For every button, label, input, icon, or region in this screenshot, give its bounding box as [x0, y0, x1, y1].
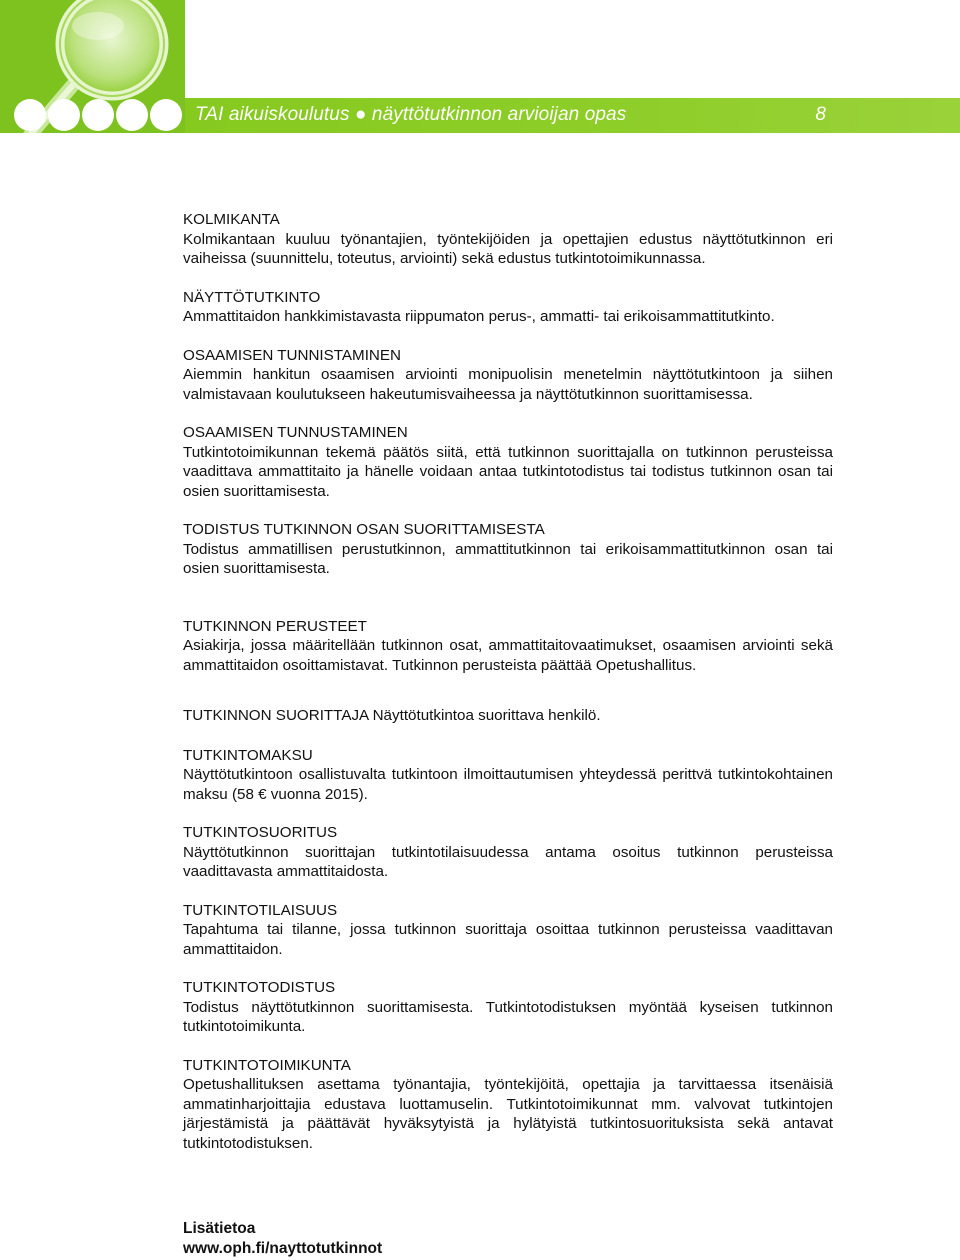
glossary-entry	[183, 520, 833, 579]
dot-icon	[150, 99, 182, 131]
glossary-term: NÄYTTÖTUTKINTO	[183, 288, 321, 306]
glossary-term: OSAAMISEN TUNNISTAMINEN	[183, 346, 401, 364]
glossary-term: KOLMIKANTA	[183, 211, 280, 228]
glossary	[183, 210, 833, 1153]
footer	[183, 1219, 382, 1259]
glossary-entry	[183, 346, 833, 405]
glossary-definition: Näyttötutkinnon suorittajan tutkintotilaisuudessa antama osoitus tutkinnon perusteissa vaadittavasta ammattitaidosta.	[183, 843, 833, 880]
dot-icon	[82, 99, 114, 131]
glossary-term: TUTKINNON PERUSTEET	[183, 617, 367, 635]
glossary-term: TUTKINTOMAKSU	[183, 746, 313, 764]
dot-icon	[48, 99, 80, 131]
glossary-entry	[183, 978, 833, 1037]
glossary-definition: Asiakirja, jossa määritellään tutkinnon osat, ammattitaitovaatimukset, osaamisen arviointi sekä ammattitaidon osoittamistavat. Tutkinnon perusteista päättää Opetushallitus.	[183, 637, 833, 674]
glossary-term: TUTKINTOTOIMIKUNTA	[183, 1056, 351, 1074]
dot-row	[0, 96, 185, 136]
header-title: TAI aikuiskoulutus ● näyttötutkinnon arvioijan opas	[195, 104, 627, 125]
glossary-entry	[183, 901, 833, 960]
glossary-definition: Kolmikantaan kuuluu työnantajien, työntekijöiden ja opettajien edustus näyttötutkinnon eri vaiheissa (suunnittelu, toteutus, arviointi) sekä edustus tutkintotoimikunnassa.	[183, 230, 833, 267]
glossary-entry	[183, 1056, 833, 1154]
glossary-term: TUTKINTOTODISTUS	[183, 979, 336, 996]
glossary-term: TUTKINTOTILAISUUS	[183, 901, 338, 919]
glossary-definition: Näyttötutkintoon osallistuvalta tutkintoon ilmoittautumisen yhteydessä perittvä tutkintokohtainen maksu (58 € vuonna 2015).	[183, 766, 833, 803]
glossary-entry	[183, 746, 833, 805]
glossary-entry	[183, 617, 833, 676]
glossary-entry	[183, 288, 833, 327]
glossary-term: OSAAMISEN TUNNUSTAMINEN	[183, 424, 408, 441]
glossary-definition: Tutkintotoimikunnan tekemä päätös siitä, että tutkinnon suorittajalla on tutkinnon perusteissa vaadittava ammattitaito ja hänelle voidaan antaa tutkintotodistus tai todistus tutkinnon osan tai osien suorittamisesta.	[183, 443, 833, 500]
glossary-term: TUTKINNON SUORITTAJA	[183, 707, 369, 724]
glossary-definition: Opetushallituksen asettama työnantajia, työntekijöitä, opettajia ja tarvittaessa itsenäisiä ammatinharjoittajia edustava luottamuselin. Tutkintotoimikunnat mm. valvovat tutkintojen järjestämistä ja päättävät hyväksytyistä ja hylätyistä tutkintosuorituksista sekä antavat tutkintotodistuksen.	[183, 1076, 833, 1152]
glossary-definition: Ammattitaidon hankkimistavasta riippumaton perus-, ammatti- tai erikoisammattitutkinto.	[183, 308, 775, 325]
page-header	[0, 0, 960, 133]
glossary-entry	[183, 823, 833, 882]
glossary-entry	[183, 423, 833, 501]
footer-link[interactable]: www.oph.fi/nayttotutkinnot	[183, 1240, 383, 1257]
dot-icon	[116, 99, 148, 131]
glossary-entry	[183, 210, 833, 269]
glossary-definition: Todistus näyttötutkinnon suorittamisesta. Tutkintotodistuksen myöntää kyseisen tutkinnon tutkintotoimikunta.	[183, 998, 833, 1035]
footer-label: Lisätietoa	[183, 1220, 256, 1237]
glossary-entry	[183, 706, 833, 726]
glossary-definition: Tapahtuma tai tilanne, jossa tutkinnon suorittaja osoittaa tutkinnon perusteissa vaadittavan ammattitaidon.	[183, 921, 833, 958]
page-number: 8	[815, 104, 826, 125]
dot-icon	[14, 99, 46, 131]
glossary-term: TODISTUS TUTKINNON OSAN SUORITTAMISESTA	[183, 521, 545, 538]
glossary-term: TUTKINTOSUORITUS	[183, 824, 338, 841]
glossary-definition: Näyttötutkintoa suorittava henkilö.	[372, 707, 601, 724]
glossary-definition: Aiemmin hankitun osaamisen arviointi monipuolisin menetelmin näyttötutkintoon ja siihen valmistavaan koulutukseen hakeutumisvaiheessa ja näyttötutkinnon suorittamisessa.	[183, 366, 833, 403]
glossary-definition: Todistus ammatillisen perustutkinnon, ammattitutkinnon tai erikoisammattitutkinnon osan tai osien suorittamisesta.	[183, 540, 833, 577]
